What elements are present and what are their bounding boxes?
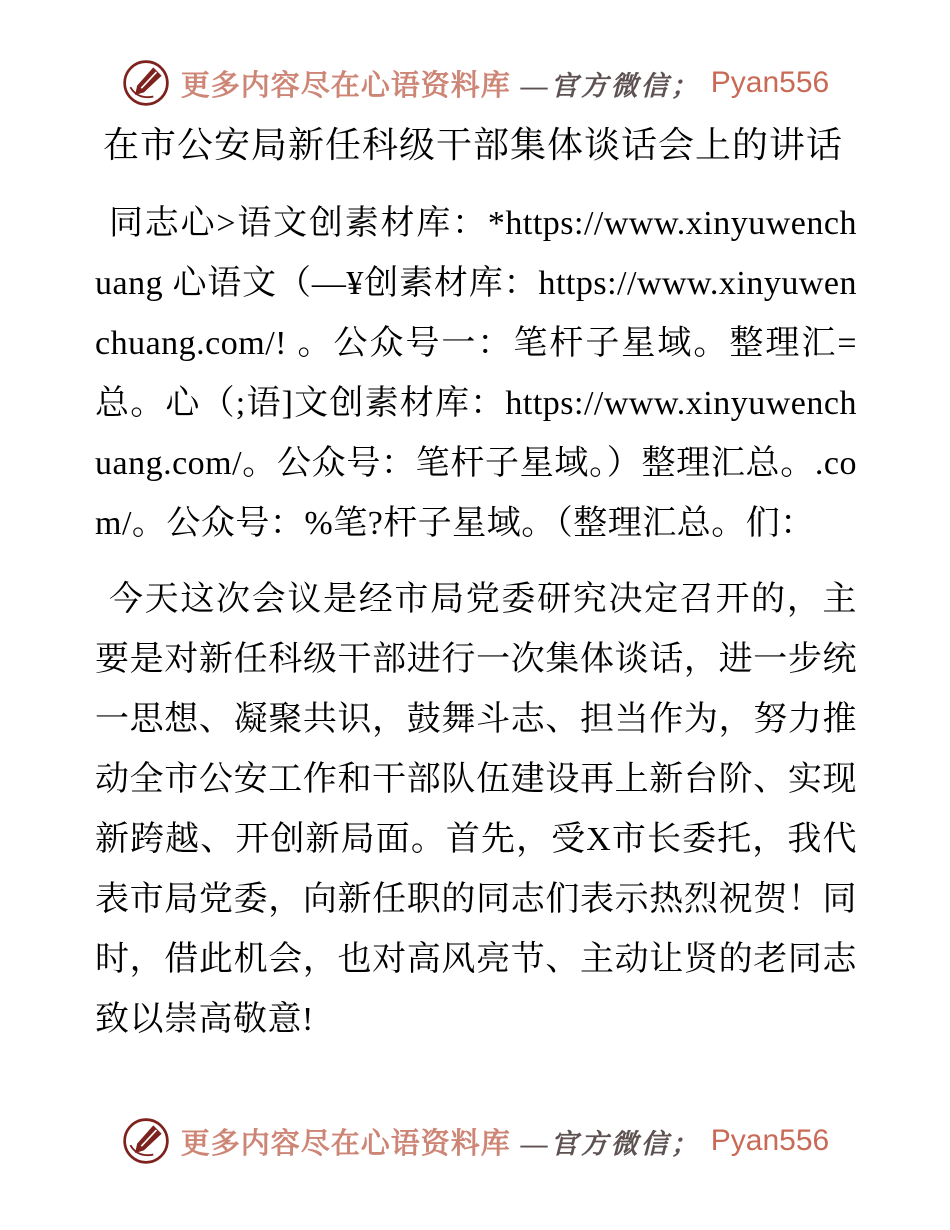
banner-wechat-id: Pyan556: [710, 66, 830, 99]
document-content: [95, 122, 857, 1050]
banner-wechat-id: Pyan556: [710, 1124, 830, 1157]
header-banner: [0, 58, 950, 108]
pen-nib-circle-icon: [121, 1116, 171, 1166]
paragraph-speech-body: 今天这次会议是经市局党委研究决定召开的，主要是对新任科级干部进行一次集体谈话，进一步统一思想、凝聚共识，鼓舞斗志、担当作为，努力推动全市公安工作和干部队伍建设再上新台阶、实现新跨越、开创新局面。首先，受X市长委托，我代表市局党委，向新任职的同志们表示热烈祝贺！同时，借此机会，也对高风亮节、主动让贤的老同志致以崇高敬意!: [95, 581, 857, 1038]
paragraph-source-info: 同志心>语文创素材库：*https://www.xinyuwenchuang 心语文（—¥创素材库：https://www.xinyuwenchuang.com/! 。公众号一：笔杆子星域。整理汇=总。心（;语]文创素材库：https://www.xinyuwenchuang.com/。公众号：笔杆子星域。）整理汇总。.com/。公众号：%笔?杆子星域。（整理汇总。们：: [95, 205, 857, 542]
banner-brand-text: 更多内容尽在心语资料库: [180, 69, 511, 102]
banner-brand-text: 更多内容尽在心语资料库: [180, 1127, 511, 1160]
footer-banner: [0, 1116, 950, 1166]
banner-official-label: —官方微信；: [520, 1128, 701, 1159]
pen-nib-circle-icon: [121, 58, 171, 108]
document-title: 在市公安局新任科级干部集体谈话会上的讲话: [103, 125, 844, 165]
banner-official-label: —官方微信；: [520, 70, 701, 101]
